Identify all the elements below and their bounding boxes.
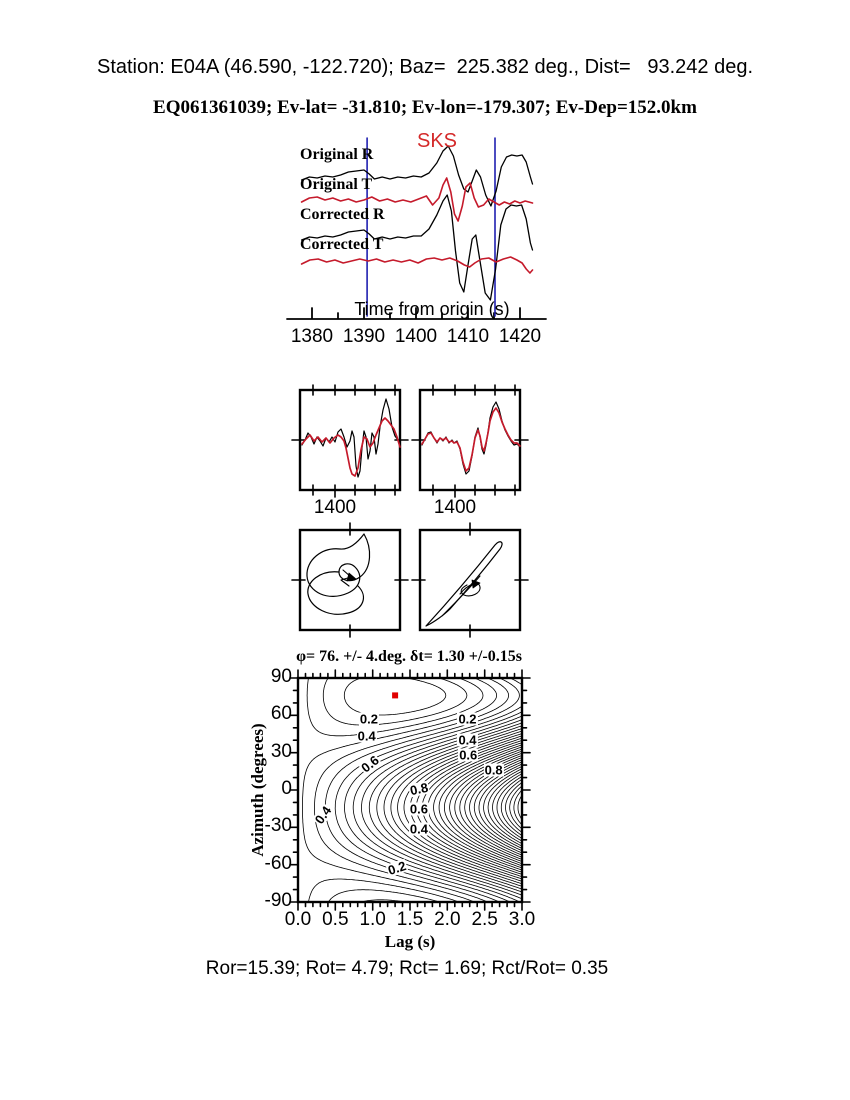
particle-motion-corrected <box>426 542 502 626</box>
contour-level-label: 0.6 <box>358 752 383 776</box>
contour-level-label: 0.6 <box>459 747 478 763</box>
time-tick-label: 1410 <box>446 326 490 347</box>
time-tick-label: 1380 <box>290 326 334 347</box>
particle-motion-original <box>307 534 370 596</box>
azimuth-tick-label: 90 <box>270 666 292 687</box>
contour-level-label: 0.4 <box>357 728 376 744</box>
azimuth-tick-label: -90 <box>264 890 292 911</box>
azimuth-tick-label: -60 <box>264 852 292 874</box>
lag-tick-label: 2.5 <box>471 909 498 930</box>
trace-corrected-t <box>302 257 533 273</box>
trace-label-corrected-r: Corrected R <box>300 206 385 223</box>
contour-level-label: 0.2 <box>386 858 409 879</box>
azimuth-tick-label: 30 <box>270 740 292 762</box>
analysis-window-markers <box>367 138 495 316</box>
lag-tick-label: 2.0 <box>434 909 461 930</box>
azimuth-tick-label: -30 <box>264 815 292 837</box>
contour-title: φ= 76. +/- 4.deg. δt= 1.30 +/-0.15s <box>296 648 522 665</box>
time-tick-label: 1420 <box>498 326 542 347</box>
contour-level-label: 0.6 <box>409 801 428 817</box>
azimuth-tick-label: 60 <box>270 703 292 725</box>
panel-tick-label: 1400 <box>313 497 357 518</box>
time-tick-label: 1390 <box>342 326 386 347</box>
time-axis-title: Time from origin (s) <box>354 299 510 319</box>
compare-trace-red-1 <box>302 418 400 476</box>
contour-level-label: 0.4 <box>409 821 428 837</box>
lag-axis-label: Lag (s) <box>384 932 436 951</box>
trace-label-original-t: Original T <box>300 176 373 193</box>
stats-line: Ror=15.39; Rot= 4.79; Rct= 1.69; Rct/Rot= 0.35 <box>205 958 609 979</box>
station-title: Station: E04A (46.590, -122.720); Baz= 225.382 deg., Dist= 93.242 deg. <box>96 56 754 78</box>
trace-label-original-r: Original R <box>300 146 374 163</box>
time-tick-label: 1400 <box>394 326 438 347</box>
compare-trace-black-2 <box>422 402 520 474</box>
event-title: EQ061361039; Ev-lat= -31.810; Ev-lon=-179.307; Ev-Dep=152.0km <box>153 97 697 118</box>
lag-tick-label: 3.0 <box>508 909 536 930</box>
lag-tick-label: 1.5 <box>396 909 424 930</box>
phase-label-sks: SKS <box>416 130 458 152</box>
contour-level-label: 0.2 <box>458 711 477 727</box>
lag-tick-label: 1.0 <box>359 909 386 930</box>
azimuth-tick-label: 0 <box>281 778 292 799</box>
lag-tick-label: 0.0 <box>284 909 312 930</box>
contour-level-label: 0.8 <box>408 779 430 798</box>
azimuth-axis-label: Azimuth (degrees) <box>248 723 268 857</box>
particle-motion-box <box>420 530 520 630</box>
compare-trace-red-2 <box>422 408 520 471</box>
contour-level-label: 0.4 <box>458 732 477 748</box>
trace-label-corrected-t: Corrected T <box>300 236 384 253</box>
contour-level-label: 0.8 <box>484 762 503 778</box>
panel-tick-label: 1400 <box>433 497 477 518</box>
contour-level-label: 0.2 <box>359 711 378 727</box>
best-fit-marker <box>392 692 398 698</box>
lag-tick-label: 0.5 <box>322 909 349 930</box>
contour-level-label: 0.4 <box>312 803 335 827</box>
particle-motion-corrected <box>472 580 480 588</box>
